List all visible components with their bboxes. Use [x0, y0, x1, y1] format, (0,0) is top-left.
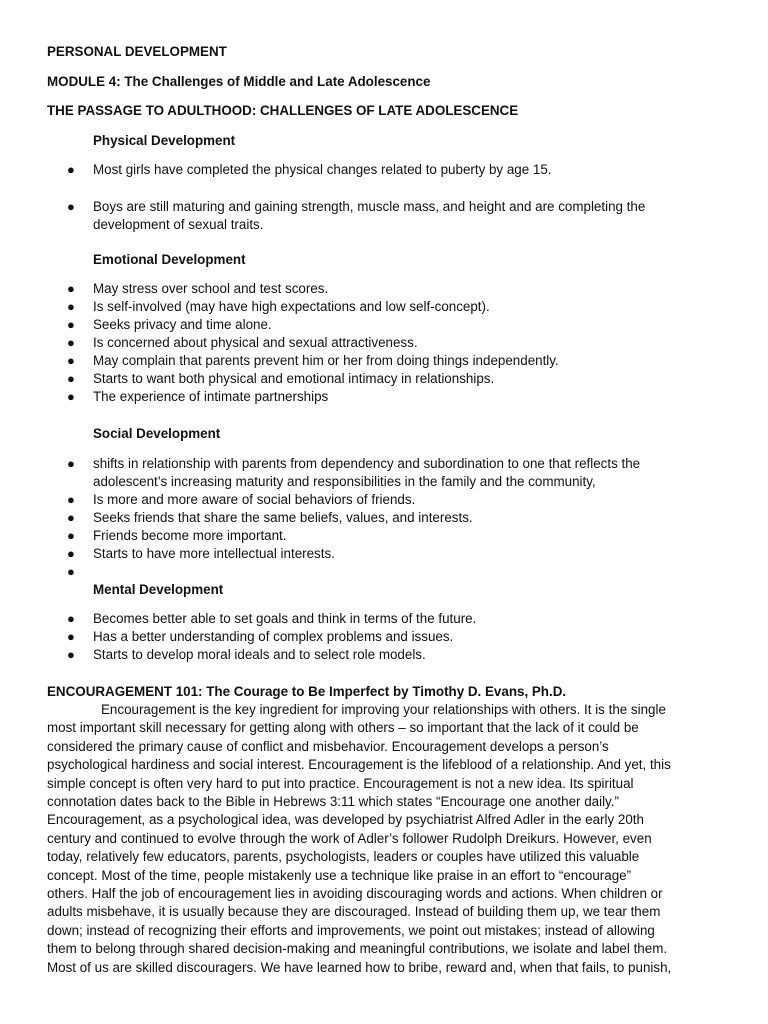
list-item-text: shifts in relationship with parents from dependency and subordination to one that reflects the [93, 456, 641, 471]
list-item [0, 280, 768, 298]
list-item [0, 491, 768, 509]
mental-heading: Mental Development [93, 582, 224, 597]
bullet-icon: ● [67, 564, 75, 579]
list-item-text: May stress over school and test scores. [93, 281, 329, 296]
list-item [0, 352, 768, 370]
bullet-icon: ● [67, 456, 75, 471]
paragraph-line: down; instead of recognizing their efforts and improvements, we point out mistakes; instead of allowing [47, 922, 655, 938]
bullet-icon: ● [67, 162, 75, 177]
list-item [0, 527, 768, 545]
bullet-icon: ● [67, 611, 75, 626]
list-item-text: Starts to want both physical and emotional intimacy in relationships. [93, 371, 495, 386]
list-item [0, 646, 768, 664]
list-item-text: The experience of intimate partnerships [93, 389, 329, 404]
list-item [0, 455, 768, 491]
list-item [0, 545, 768, 563]
bullet-icon: ● [67, 510, 75, 525]
emotional-list [0, 280, 768, 406]
bullet-icon: ● [67, 528, 75, 543]
bullet-icon: ● [67, 492, 75, 507]
list-item-text: Starts to develop moral ideals and to select role models. [93, 647, 426, 662]
list-item [0, 334, 768, 352]
social-list [0, 455, 768, 579]
list-item [0, 198, 768, 234]
list-item-text: May complain that parents prevent him or her from doing things independently. [93, 353, 559, 368]
list-item-text: Is more and more aware of social behaviors of friends. [93, 492, 416, 507]
paragraph-line: considered the primary cause of conflict and misbehavior. Encouragement develops a person’s [47, 738, 609, 754]
paragraph-line: Encouragement is the key ingredient for improving your relationships with others. It is the single [101, 702, 666, 717]
bullet-icon: ● [67, 629, 75, 644]
bullet-icon: ● [67, 353, 75, 368]
paragraph-line: them to belong through shared decision-making and meaningful contributions, we isolate and label them. [47, 941, 668, 957]
encouragement-paragraph [47, 701, 727, 977]
list-item-text: Friends become more important. [93, 528, 287, 543]
list-item [0, 628, 768, 646]
list-item-text: Seeks friends that share the same beliefs, values, and interests. [93, 510, 473, 525]
list-item-text: Starts to have more intellectual interests. [93, 546, 335, 561]
list-item-text-cont: development of sexual traits. [93, 217, 264, 232]
list-item-text: Seeks privacy and time alone. [93, 317, 272, 332]
list-item-text: Boys are still maturing and gaining strength, muscle mass, and height and are completing the [93, 199, 646, 214]
paragraph-line: psychological hardiness and social interest. Encouragement is the lifeblood of a relationship. And yet, this [47, 757, 671, 773]
paragraph-line: Encouragement, as a psychological idea, was developed by psychiatrist Alfred Adler in the early 20th [47, 812, 644, 828]
bullet-icon: ● [67, 389, 75, 404]
paragraph-line: today, relatively few educators, parents, psychologists, leaders or couples have utilized this valuable [47, 849, 640, 865]
list-item [0, 388, 768, 406]
paragraph-line: century and continued to evolve through the work of Adler’s follower Rudolph Dreikurs. However, even [47, 830, 652, 846]
list-item-text: Is self-involved (may have high expectations and low self-concept). [93, 299, 490, 314]
paragraph-line: most important skill necessary for getting along with others – so important that the lack of it could be [47, 720, 639, 736]
mental-list [0, 610, 768, 664]
emotional-heading: Emotional Development [93, 252, 246, 267]
list-item-text: Most girls have completed the physical changes related to puberty by age 15. [93, 162, 552, 177]
list-item-text: Is concerned about physical and sexual attractiveness. [93, 335, 418, 350]
list-item [0, 316, 768, 334]
paragraph-line: connotation dates back to the Bible in Hebrews 3:11 which states “Encourage one another daily.” [47, 794, 619, 810]
paragraph-line: Most of us are skilled discouragers. We have learned how to bribe, reward and, when that fails, to punish, [47, 959, 672, 975]
encouragement-heading: ENCOURAGEMENT 101: The Courage to Be Imperfect by Timothy D. Evans, Ph.D. [47, 684, 567, 699]
bullet-icon: ● [67, 647, 75, 662]
bullet-icon: ● [67, 546, 75, 561]
social-heading: Social Development [93, 426, 221, 441]
bullet-icon: ● [67, 335, 75, 350]
physical-list [0, 161, 768, 234]
bullet-icon: ● [67, 299, 75, 314]
paragraph-line: others. Half the job of encouragement lies in avoiding discouraging words and actions. When children or [47, 886, 663, 902]
bullet-icon: ● [67, 199, 75, 214]
list-item-text-cont: adolescent’s increasing maturity and responsibilities in the family and the community, [93, 474, 596, 489]
bullet-icon: ● [67, 371, 75, 386]
paragraph-line: concept. Most of the time, people mistakenly use a technique like praise in an effort to “encourage” [47, 867, 632, 883]
paragraph-line: simple concept is often very hard to put into practice. Encouragement is not a new idea. Its spiritual [47, 775, 634, 791]
list-item-text: Has a better understanding of complex problems and issues. [93, 629, 454, 644]
list-item [0, 298, 768, 316]
paragraph-line: adults misbehave, it is usually because they are discouraged. Instead of building them up, we tear them [47, 904, 661, 920]
physical-heading: Physical Development [93, 133, 236, 148]
document-title: PERSONAL DEVELOPMENT [47, 44, 227, 59]
list-item [0, 509, 768, 527]
passage-title: THE PASSAGE TO ADULTHOOD: CHALLENGES OF LATE ADOLESCENCE [47, 103, 519, 118]
list-item [0, 610, 768, 628]
list-item [0, 370, 768, 388]
module-title: MODULE 4: The Challenges of Middle and Late Adolescence [47, 74, 431, 89]
bullet-icon: ● [67, 317, 75, 332]
list-item-text: Becomes better able to set goals and think in terms of the future. [93, 611, 477, 626]
bullet-icon: ● [67, 281, 75, 296]
list-item [0, 161, 768, 179]
